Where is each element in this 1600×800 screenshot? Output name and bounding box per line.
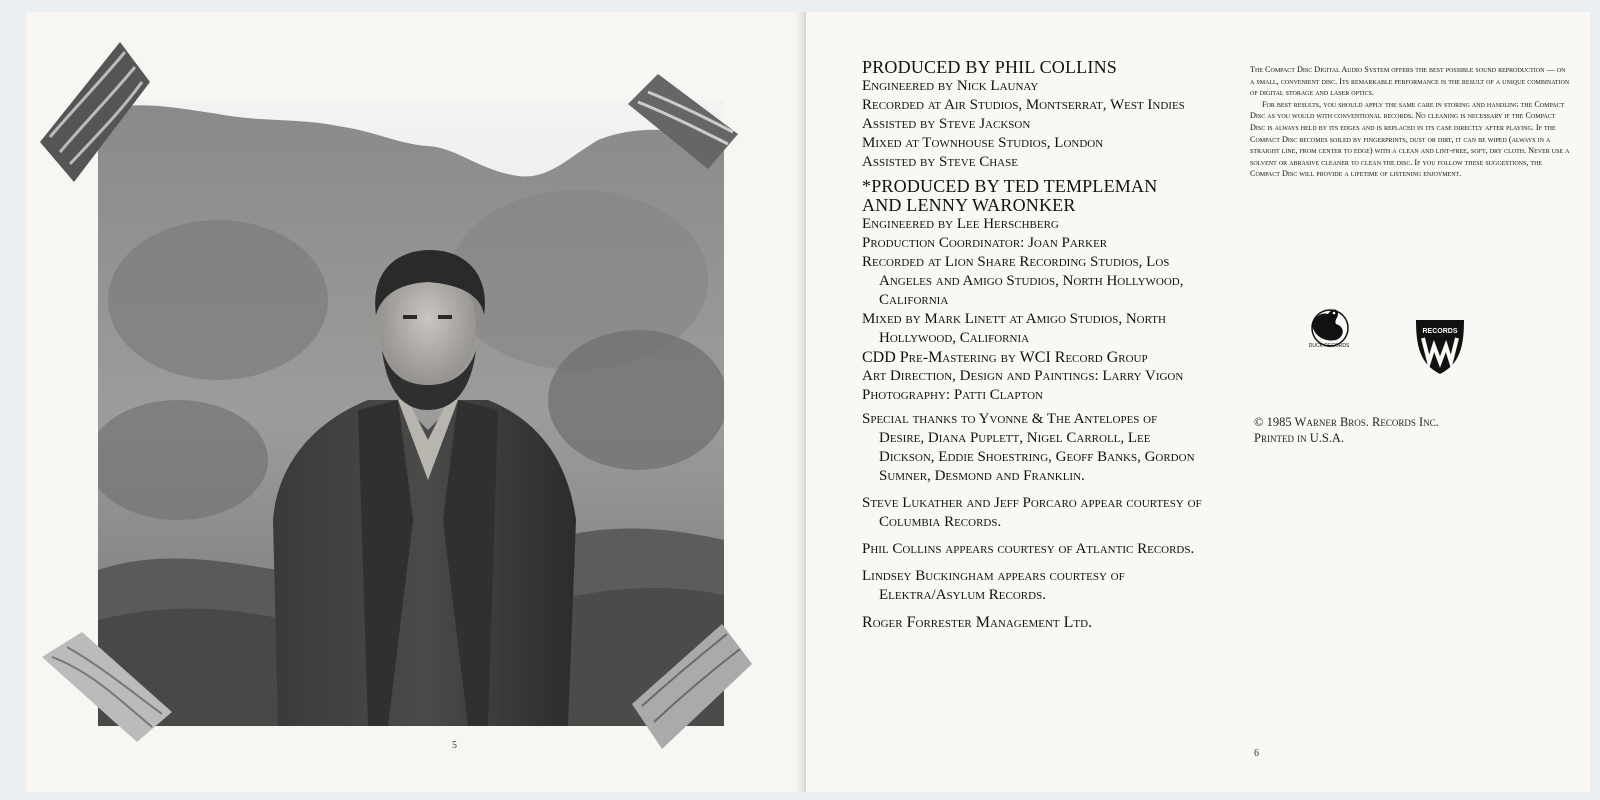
disc-care-paragraph: For best results, you should apply the same care in storing and handling the Compact Disc as you would with conventional records. No cleaning is necessary if the Compact Disc is always held by its edges and is replaced in its case directly after playing. If the Compact Disc becomes soiled by fingerprints, dust or dirt, it can be wiped (always in a straight line, from center to edge) with a clean and lint-free, soft, dry cloth. Never use a solvent or abrasive cleaner to clean the disc. If you follow these suggestions, the Compact Disc will provide a lifetime of listening enjoyment. (1250, 99, 1570, 179)
disc-care-paragraph: The Compact Disc Digital Audio System offers the best possible sound reproduction — on a small, convenient disc. Its remarkable performance is the result of a unique combination of digital storage and laser optics. (1250, 65, 1570, 98)
photo-corner-tape-top-left (40, 42, 150, 182)
special-thanks: Special thanks to Yvonne & The Antelopes of Desire, Diana Puplett, Nigel Carroll, Lee Dickson, Eddie Shoestring, Geoff Banks, Gordon Sumner, Desmond and Franklin. (862, 411, 1195, 484)
right-page (806, 12, 1590, 792)
credit-line: Mixed by Mark Linett at Amigo Studios, North Hollywood, California (862, 311, 1166, 346)
producer-heading: PRODUCED BY PHIL COLLINS (862, 57, 1117, 77)
credit-line: Mixed at Townhouse Studios, London (862, 135, 1104, 151)
portrait-photo (98, 100, 724, 726)
producer-heading-2-line1: *PRODUCED BY TED TEMPLEMAN (862, 176, 1158, 196)
credit-line: Production Coordinator: Joan Parker (862, 235, 1108, 251)
credit-line: Recorded at Lion Share Recording Studios, Los Angeles and Amigo Studios, North Hollywood, California (862, 254, 1184, 308)
copyright-block (1254, 414, 1439, 446)
credits-column (862, 58, 1202, 632)
credit-line: Assisted by Steve Jackson (862, 116, 1031, 132)
photo-corner-tape-bottom-right (632, 624, 752, 749)
courtesy-note: Lindsey Buckingham appears courtesy of Elektra/Asylum Records. (862, 568, 1125, 603)
printed-in-line: Printed in U.S.A. (1254, 431, 1345, 445)
credit-line: Recorded at Air Studios, Montserrat, West Indies (862, 97, 1185, 113)
photo-corner-tape-bottom-left (42, 632, 172, 742)
left-page (26, 12, 806, 792)
page-number-right: 6 (1254, 748, 1259, 759)
warner-bros-records-logo (1410, 316, 1470, 378)
wb-logo-text: RECORDS (1422, 328, 1458, 335)
copyright-line: © 1985 Warner Bros. Records Inc. (1254, 415, 1439, 429)
courtesy-note: Steve Lukather and Jeff Porcaro appear courtesy of Columbia Records. (862, 495, 1202, 530)
duck-records-logo (1304, 302, 1354, 350)
photo-corner-tape-top-right (628, 74, 738, 174)
credit-line: Assisted by Steve Chase (862, 154, 1018, 170)
producer-heading-2-line2: AND LENNY WARONKER (862, 195, 1076, 215)
art-direction-credit: Art Direction, Design and Paintings: Larry Vigon (862, 368, 1184, 384)
management-credit: Roger Forrester Management Ltd. (862, 614, 1093, 631)
cdd-premastering-credit: CDD Pre-Mastering by WCI Record Group (862, 349, 1148, 366)
photography-credit: Photography: Patti Clapton (862, 387, 1043, 403)
duck-logo-text: DUCK RECORDS (1308, 343, 1350, 349)
portrait-photo-image (98, 100, 724, 726)
compact-disc-care-notice (1250, 64, 1570, 180)
page-number-left: 5 (452, 740, 457, 751)
credit-line: Engineered by Nick Launay (862, 78, 1039, 94)
credit-line: Engineered by Lee Herschberg (862, 216, 1059, 232)
courtesy-note: Phil Collins appears courtesy of Atlantic Records. (862, 541, 1195, 557)
